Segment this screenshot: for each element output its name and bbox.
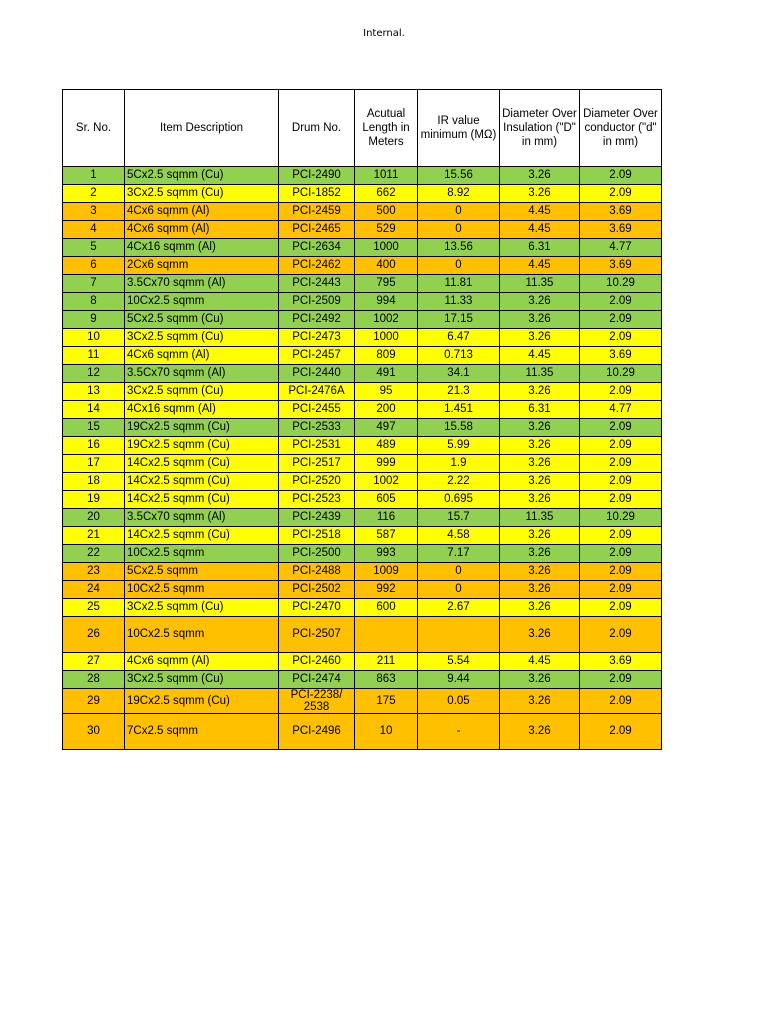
table-row bbox=[63, 563, 662, 581]
table-row bbox=[63, 653, 662, 671]
cell-diameter-over-conductor: 2.09 bbox=[580, 293, 662, 311]
cell-item-description: 10Cx2.5 sqmm bbox=[125, 617, 279, 653]
cell-item-description: 19Cx2.5 sqmm (Cu) bbox=[125, 419, 279, 437]
cell-drum-no: PCI-2474 bbox=[279, 671, 355, 689]
cell-drum-no: PCI-2460 bbox=[279, 653, 355, 671]
cell-diameter-over-conductor: 2.09 bbox=[580, 545, 662, 563]
table-row bbox=[63, 581, 662, 599]
cell-diameter-over-insulation: 3.26 bbox=[500, 599, 580, 617]
cell-drum-no: PCI-2523 bbox=[279, 491, 355, 509]
cell-ir-value: 1.451 bbox=[418, 401, 500, 419]
cell-actual-length: 529 bbox=[355, 221, 418, 239]
cell-ir-value: 34.1 bbox=[418, 365, 500, 383]
cell-item-description: 3Cx2.5 sqmm (Cu) bbox=[125, 671, 279, 689]
cell-item-description: 4Cx16 sqmm (Al) bbox=[125, 239, 279, 257]
cell-actual-length: 10 bbox=[355, 714, 418, 750]
cell-item-description: 4Cx6 sqmm (Al) bbox=[125, 653, 279, 671]
cell-diameter-over-insulation: 4.45 bbox=[500, 347, 580, 365]
table-row bbox=[63, 239, 662, 257]
cell-diameter-over-insulation: 11.35 bbox=[500, 509, 580, 527]
cell-actual-length: 1011 bbox=[355, 167, 418, 185]
cell-sr-no: 5 bbox=[63, 239, 125, 257]
table-row bbox=[63, 221, 662, 239]
cell-diameter-over-conductor: 2.09 bbox=[580, 311, 662, 329]
cell-drum-no: PCI-2473 bbox=[279, 329, 355, 347]
cell-actual-length: 1009 bbox=[355, 563, 418, 581]
cell-diameter-over-conductor: 2.09 bbox=[580, 689, 662, 714]
header-diameter-over-insulation: Diameter Over Insulation ("D" in mm) bbox=[500, 90, 580, 167]
cell-actual-length: 662 bbox=[355, 185, 418, 203]
cell-diameter-over-conductor: 2.09 bbox=[580, 671, 662, 689]
cell-item-description: 14Cx2.5 sqmm (Cu) bbox=[125, 473, 279, 491]
table-row bbox=[63, 599, 662, 617]
cell-ir-value: 8.92 bbox=[418, 185, 500, 203]
cell-ir-value: 4.58 bbox=[418, 527, 500, 545]
table-row bbox=[63, 347, 662, 365]
cell-actual-length: 500 bbox=[355, 203, 418, 221]
table-row bbox=[63, 617, 662, 653]
cell-diameter-over-insulation: 4.45 bbox=[500, 653, 580, 671]
table-row bbox=[63, 473, 662, 491]
table-row bbox=[63, 167, 662, 185]
cell-sr-no: 26 bbox=[63, 617, 125, 653]
cell-ir-value: 0.05 bbox=[418, 689, 500, 714]
table-row bbox=[63, 329, 662, 347]
cell-drum-no: PCI-2440 bbox=[279, 365, 355, 383]
cell-actual-length: 489 bbox=[355, 437, 418, 455]
cell-diameter-over-insulation: 3.26 bbox=[500, 419, 580, 437]
cell-sr-no: 20 bbox=[63, 509, 125, 527]
cell-actual-length: 95 bbox=[355, 383, 418, 401]
cell-sr-no: 13 bbox=[63, 383, 125, 401]
header-item-description: Item Description bbox=[125, 90, 279, 167]
cell-drum-no: PCI-2500 bbox=[279, 545, 355, 563]
cell-item-description: 3Cx2.5 sqmm (Cu) bbox=[125, 383, 279, 401]
cell-diameter-over-conductor: 2.09 bbox=[580, 419, 662, 437]
cell-drum-no: PCI-2518 bbox=[279, 527, 355, 545]
cell-sr-no: 18 bbox=[63, 473, 125, 491]
cell-diameter-over-insulation: 3.26 bbox=[500, 671, 580, 689]
cell-diameter-over-insulation: 4.45 bbox=[500, 203, 580, 221]
cell-ir-value: 5.54 bbox=[418, 653, 500, 671]
table-body bbox=[63, 167, 662, 750]
cell-drum-no: PCI-2462 bbox=[279, 257, 355, 275]
cell-sr-no: 24 bbox=[63, 581, 125, 599]
cell-item-description: 14Cx2.5 sqmm (Cu) bbox=[125, 491, 279, 509]
cell-diameter-over-conductor: 2.09 bbox=[580, 167, 662, 185]
cell-diameter-over-insulation: 3.26 bbox=[500, 563, 580, 581]
table-row bbox=[63, 437, 662, 455]
cell-item-description: 3Cx2.5 sqmm (Cu) bbox=[125, 329, 279, 347]
cable-test-table bbox=[62, 89, 662, 750]
table-row bbox=[63, 185, 662, 203]
cell-diameter-over-insulation: 3.26 bbox=[500, 311, 580, 329]
cell-actual-length: 491 bbox=[355, 365, 418, 383]
cell-item-description: 10Cx2.5 sqmm bbox=[125, 581, 279, 599]
cell-diameter-over-insulation: 3.26 bbox=[500, 473, 580, 491]
table-row bbox=[63, 257, 662, 275]
cell-diameter-over-insulation: 11.35 bbox=[500, 275, 580, 293]
table-row bbox=[63, 293, 662, 311]
cell-diameter-over-conductor: 2.09 bbox=[580, 383, 662, 401]
cell-diameter-over-insulation: 3.26 bbox=[500, 581, 580, 599]
cell-actual-length: 587 bbox=[355, 527, 418, 545]
cell-sr-no: 2 bbox=[63, 185, 125, 203]
cell-diameter-over-conductor: 2.09 bbox=[580, 617, 662, 653]
cell-sr-no: 11 bbox=[63, 347, 125, 365]
cell-drum-no: PCI-2634 bbox=[279, 239, 355, 257]
cell-item-description: 10Cx2.5 sqmm bbox=[125, 545, 279, 563]
table-row bbox=[63, 689, 662, 714]
header-drum-no: Drum No. bbox=[279, 90, 355, 167]
cell-actual-length: 175 bbox=[355, 689, 418, 714]
table-row bbox=[63, 455, 662, 473]
header-actual-length: Acutual Length in Meters bbox=[355, 90, 418, 167]
cell-item-description: 19Cx2.5 sqmm (Cu) bbox=[125, 689, 279, 714]
cell-ir-value: - bbox=[418, 714, 500, 750]
cell-drum-no: PCI-2496 bbox=[279, 714, 355, 750]
cell-diameter-over-insulation: 3.26 bbox=[500, 167, 580, 185]
cell-sr-no: 7 bbox=[63, 275, 125, 293]
header-ir-value: IR value minimum (MΩ) bbox=[418, 90, 500, 167]
cell-ir-value: 0 bbox=[418, 563, 500, 581]
cell-diameter-over-conductor: 2.09 bbox=[580, 185, 662, 203]
cell-ir-value: 0.695 bbox=[418, 491, 500, 509]
cell-actual-length: 605 bbox=[355, 491, 418, 509]
cell-sr-no: 29 bbox=[63, 689, 125, 714]
cell-diameter-over-conductor: 10.29 bbox=[580, 365, 662, 383]
cell-actual-length: 809 bbox=[355, 347, 418, 365]
cell-actual-length: 116 bbox=[355, 509, 418, 527]
cell-drum-no: PCI-2476A bbox=[279, 383, 355, 401]
table-row bbox=[63, 401, 662, 419]
table-row bbox=[63, 509, 662, 527]
cell-sr-no: 4 bbox=[63, 221, 125, 239]
cell-ir-value: 15.56 bbox=[418, 167, 500, 185]
cell-drum-no: PCI-2488 bbox=[279, 563, 355, 581]
cell-diameter-over-insulation: 3.26 bbox=[500, 185, 580, 203]
cell-diameter-over-insulation: 6.31 bbox=[500, 401, 580, 419]
cell-diameter-over-conductor: 2.09 bbox=[580, 455, 662, 473]
table-row bbox=[63, 714, 662, 750]
cell-item-description: 4Cx16 sqmm (Al) bbox=[125, 401, 279, 419]
cell-sr-no: 17 bbox=[63, 455, 125, 473]
cell-drum-no: PCI-2492 bbox=[279, 311, 355, 329]
cell-drum-no: PCI-2238/ 2538 bbox=[279, 689, 355, 714]
table-row bbox=[63, 365, 662, 383]
cell-item-description: 4Cx6 sqmm (Al) bbox=[125, 203, 279, 221]
cell-diameter-over-conductor: 2.09 bbox=[580, 599, 662, 617]
cell-ir-value: 0 bbox=[418, 203, 500, 221]
cell-ir-value: 0.713 bbox=[418, 347, 500, 365]
cell-sr-no: 28 bbox=[63, 671, 125, 689]
cell-diameter-over-conductor: 10.29 bbox=[580, 509, 662, 527]
cell-ir-value: 6.47 bbox=[418, 329, 500, 347]
cell-drum-no: PCI-2490 bbox=[279, 167, 355, 185]
cell-diameter-over-conductor: 2.09 bbox=[580, 527, 662, 545]
table-row bbox=[63, 545, 662, 563]
cell-actual-length bbox=[355, 617, 418, 653]
cell-sr-no: 30 bbox=[63, 714, 125, 750]
cell-ir-value: 1.9 bbox=[418, 455, 500, 473]
cell-diameter-over-insulation: 4.45 bbox=[500, 257, 580, 275]
cell-actual-length: 497 bbox=[355, 419, 418, 437]
cell-drum-no: PCI-2470 bbox=[279, 599, 355, 617]
cell-diameter-over-conductor: 2.09 bbox=[580, 563, 662, 581]
cell-item-description: 14Cx2.5 sqmm (Cu) bbox=[125, 455, 279, 473]
cell-item-description: 3Cx2.5 sqmm (Cu) bbox=[125, 185, 279, 203]
cell-ir-value: 15.58 bbox=[418, 419, 500, 437]
cell-item-description: 3.5Cx70 sqmm (Al) bbox=[125, 509, 279, 527]
table-row bbox=[63, 527, 662, 545]
cell-diameter-over-conductor: 2.09 bbox=[580, 473, 662, 491]
cell-ir-value: 7.17 bbox=[418, 545, 500, 563]
cell-drum-no: PCI-2531 bbox=[279, 437, 355, 455]
cell-item-description: 3.5Cx70 sqmm (Al) bbox=[125, 365, 279, 383]
cell-diameter-over-conductor: 2.09 bbox=[580, 714, 662, 750]
cell-diameter-over-conductor: 2.09 bbox=[580, 491, 662, 509]
cell-diameter-over-insulation: 4.45 bbox=[500, 221, 580, 239]
cell-drum-no: PCI-1852 bbox=[279, 185, 355, 203]
cell-ir-value: 11.33 bbox=[418, 293, 500, 311]
header-row bbox=[63, 90, 662, 167]
cell-actual-length: 400 bbox=[355, 257, 418, 275]
cell-actual-length: 1000 bbox=[355, 329, 418, 347]
cell-sr-no: 14 bbox=[63, 401, 125, 419]
cell-diameter-over-insulation: 3.26 bbox=[500, 329, 580, 347]
cell-drum-no: PCI-2465 bbox=[279, 221, 355, 239]
cell-drum-no: PCI-2509 bbox=[279, 293, 355, 311]
cell-actual-length: 994 bbox=[355, 293, 418, 311]
cell-diameter-over-conductor: 3.69 bbox=[580, 653, 662, 671]
cell-ir-value: 2.22 bbox=[418, 473, 500, 491]
cell-diameter-over-insulation: 3.26 bbox=[500, 617, 580, 653]
header-sr-no: Sr. No. bbox=[63, 90, 125, 167]
cell-drum-no: PCI-2520 bbox=[279, 473, 355, 491]
cell-diameter-over-conductor: 4.77 bbox=[580, 239, 662, 257]
cell-drum-no: PCI-2502 bbox=[279, 581, 355, 599]
table-row bbox=[63, 203, 662, 221]
cell-item-description: 14Cx2.5 sqmm (Cu) bbox=[125, 527, 279, 545]
cell-actual-length: 1002 bbox=[355, 473, 418, 491]
cell-ir-value: 0 bbox=[418, 257, 500, 275]
cell-ir-value: 2.67 bbox=[418, 599, 500, 617]
cell-diameter-over-conductor: 3.69 bbox=[580, 257, 662, 275]
cell-drum-no: PCI-2457 bbox=[279, 347, 355, 365]
cell-item-description: 19Cx2.5 sqmm (Cu) bbox=[125, 437, 279, 455]
cell-diameter-over-insulation: 3.26 bbox=[500, 714, 580, 750]
cell-ir-value: 11.81 bbox=[418, 275, 500, 293]
cell-item-description: 5Cx2.5 sqmm (Cu) bbox=[125, 311, 279, 329]
cell-sr-no: 21 bbox=[63, 527, 125, 545]
cell-diameter-over-insulation: 3.26 bbox=[500, 491, 580, 509]
table-row bbox=[63, 671, 662, 689]
cell-item-description: 3.5Cx70 sqmm (Al) bbox=[125, 275, 279, 293]
cell-item-description: 4Cx6 sqmm (Al) bbox=[125, 347, 279, 365]
cell-diameter-over-insulation: 3.26 bbox=[500, 293, 580, 311]
cell-ir-value: 13.56 bbox=[418, 239, 500, 257]
cell-actual-length: 999 bbox=[355, 455, 418, 473]
cell-diameter-over-insulation: 3.26 bbox=[500, 455, 580, 473]
cell-ir-value: 0 bbox=[418, 581, 500, 599]
cell-actual-length: 863 bbox=[355, 671, 418, 689]
cell-diameter-over-conductor: 2.09 bbox=[580, 581, 662, 599]
cell-drum-no: PCI-2507 bbox=[279, 617, 355, 653]
cell-actual-length: 1002 bbox=[355, 311, 418, 329]
cell-diameter-over-insulation: 3.26 bbox=[500, 527, 580, 545]
cell-sr-no: 6 bbox=[63, 257, 125, 275]
cell-sr-no: 9 bbox=[63, 311, 125, 329]
cell-drum-no: PCI-2439 bbox=[279, 509, 355, 527]
cell-actual-length: 795 bbox=[355, 275, 418, 293]
cell-diameter-over-conductor: 3.69 bbox=[580, 221, 662, 239]
header-diameter-over-conductor: Diameter Over conductor ("d" in mm) bbox=[580, 90, 662, 167]
cell-drum-no: PCI-2533 bbox=[279, 419, 355, 437]
cell-item-description: 4Cx6 sqmm (Al) bbox=[125, 221, 279, 239]
cell-drum-no: PCI-2459 bbox=[279, 203, 355, 221]
cell-ir-value: 21.3 bbox=[418, 383, 500, 401]
table-row bbox=[63, 311, 662, 329]
cell-sr-no: 12 bbox=[63, 365, 125, 383]
table-row bbox=[63, 419, 662, 437]
cell-sr-no: 3 bbox=[63, 203, 125, 221]
cell-actual-length: 993 bbox=[355, 545, 418, 563]
cell-item-description: 10Cx2.5 sqmm bbox=[125, 293, 279, 311]
cell-diameter-over-conductor: 3.69 bbox=[580, 203, 662, 221]
cell-sr-no: 16 bbox=[63, 437, 125, 455]
cell-sr-no: 27 bbox=[63, 653, 125, 671]
table-row bbox=[63, 275, 662, 293]
cell-sr-no: 19 bbox=[63, 491, 125, 509]
cell-diameter-over-insulation: 6.31 bbox=[500, 239, 580, 257]
cell-sr-no: 25 bbox=[63, 599, 125, 617]
table-row bbox=[63, 491, 662, 509]
cell-diameter-over-insulation: 11.35 bbox=[500, 365, 580, 383]
cell-diameter-over-insulation: 3.26 bbox=[500, 545, 580, 563]
page-classification-label: Internal. bbox=[363, 28, 405, 39]
cell-ir-value: 17.15 bbox=[418, 311, 500, 329]
cell-item-description: 2Cx6 sqmm bbox=[125, 257, 279, 275]
cell-ir-value: 9.44 bbox=[418, 671, 500, 689]
cell-drum-no: PCI-2517 bbox=[279, 455, 355, 473]
cell-diameter-over-conductor: 4.77 bbox=[580, 401, 662, 419]
cell-actual-length: 992 bbox=[355, 581, 418, 599]
cell-diameter-over-conductor: 2.09 bbox=[580, 437, 662, 455]
cell-ir-value bbox=[418, 617, 500, 653]
cell-actual-length: 200 bbox=[355, 401, 418, 419]
cell-diameter-over-insulation: 3.26 bbox=[500, 437, 580, 455]
cell-diameter-over-insulation: 3.26 bbox=[500, 383, 580, 401]
cell-sr-no: 8 bbox=[63, 293, 125, 311]
cell-ir-value: 5.99 bbox=[418, 437, 500, 455]
table-row bbox=[63, 383, 662, 401]
cell-diameter-over-conductor: 2.09 bbox=[580, 329, 662, 347]
cell-sr-no: 1 bbox=[63, 167, 125, 185]
cell-drum-no: PCI-2455 bbox=[279, 401, 355, 419]
cell-diameter-over-conductor: 10.29 bbox=[580, 275, 662, 293]
cell-sr-no: 22 bbox=[63, 545, 125, 563]
cell-sr-no: 23 bbox=[63, 563, 125, 581]
cell-ir-value: 0 bbox=[418, 221, 500, 239]
cell-diameter-over-insulation: 3.26 bbox=[500, 689, 580, 714]
cell-item-description: 5Cx2.5 sqmm (Cu) bbox=[125, 167, 279, 185]
cell-actual-length: 1000 bbox=[355, 239, 418, 257]
cell-diameter-over-conductor: 3.69 bbox=[580, 347, 662, 365]
cell-sr-no: 10 bbox=[63, 329, 125, 347]
cell-actual-length: 600 bbox=[355, 599, 418, 617]
cell-item-description: 5Cx2.5 sqmm bbox=[125, 563, 279, 581]
cell-item-description: 3Cx2.5 sqmm (Cu) bbox=[125, 599, 279, 617]
cell-item-description: 7Cx2.5 sqmm bbox=[125, 714, 279, 750]
cell-drum-no: PCI-2443 bbox=[279, 275, 355, 293]
cell-ir-value: 15.7 bbox=[418, 509, 500, 527]
cell-sr-no: 15 bbox=[63, 419, 125, 437]
cell-actual-length: 211 bbox=[355, 653, 418, 671]
